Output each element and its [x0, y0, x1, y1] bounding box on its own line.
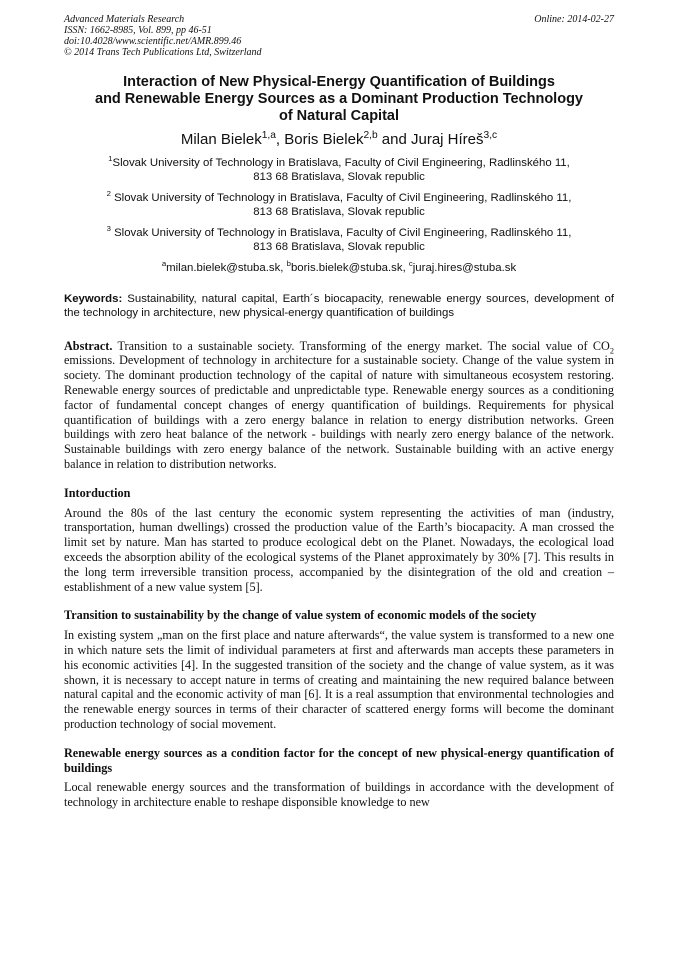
- affiliation-line: 813 68 Bratislava, Slovak republic: [253, 170, 425, 183]
- affiliation-num: 3: [106, 224, 111, 234]
- affiliation-line: 813 68 Bratislava, Slovak republic: [253, 240, 425, 253]
- email-sup: a: [161, 259, 167, 269]
- email-separator: ,: [402, 262, 409, 274]
- title-line-3: of Natural Capital: [278, 108, 400, 124]
- affiliation-line: Slovak University of Technology in Bratislava, Faculty of Civil Engineering, Radlinského 11,: [112, 157, 570, 169]
- section-paragraph: Around the 80s of the last century the economic system representing the activities of man (industry, transportation, human dwellings) crossed the production value of the Earth’s biocapacity. A man crossed the limit set by nature. Man has started to produce ecological debt on the Planet. Nowadays, the ecological load exceeds the absorption ability of the ecological systems of the Planet approximately by 30% [7]. This results in the long term irreversible transition process, accompanied by the disintegration of the old and creation – establishment of a new value system [5].: [64, 505, 614, 594]
- affiliation-1: [64, 154, 614, 184]
- abstract-text: emissions. Development of technology in architecture for a sustainable society. Change of the value system in society. The dominant production technology of the capital of nature with simultaneous ecosystem restoring. Renewable energy sources of predictable and unpredictable type. Renewable energy sources as a conditioning factor of fundamental concept changes of energy quantification of buildings. Requirements for physical quantification of buildings with a zero energy balance in relation to energy distribution networks. Green buildings with zero heat balance of the network - buildings with nearly zero energy balance of the network. Sustainable buildings with zero energy balance of the network. Sustainable building with an active energy balance in relation to distribution networks.: [64, 353, 614, 471]
- author-sup: 1,a: [261, 130, 276, 141]
- author-name: Boris Bielek: [284, 131, 364, 148]
- author-name: Milan Bielek: [180, 131, 262, 148]
- affiliation-2: [64, 189, 614, 219]
- online-date: Online: 2014-02-27: [534, 14, 614, 25]
- section-heading-introduction: Intorduction: [64, 485, 131, 500]
- affiliation-3: [64, 224, 614, 254]
- abstract-label: Abstract.: [64, 338, 113, 353]
- section-heading-transition: Transition to sustainability by the change of value system of economic models of the society: [64, 608, 537, 623]
- email-link[interactable]: juraj.hires@stuba.sk: [412, 262, 517, 274]
- keywords-text: Sustainability, natural capital, Earth´s biocapacity, renewable energy sources, development of the technology in architecture, new physical-energy quantification of buildings: [64, 293, 614, 319]
- abstract-text: Transition to a sustainable society. Transforming of the energy market. The social value of CO: [112, 338, 610, 353]
- section-heading-renewable: Renewable energy sources as a condition factor for the concept of new physical-energy quantification of buildings: [64, 745, 614, 775]
- journal-header: [64, 14, 614, 58]
- section-paragraph: Local renewable energy sources and the transformation of buildings in accordance with the development of technology in architecture enable to reshape disponsible knowledge to new: [64, 780, 614, 810]
- author-list: [64, 131, 614, 149]
- abstract: [64, 339, 614, 472]
- affiliation-num: 2: [106, 189, 111, 199]
- keywords: [64, 293, 614, 321]
- copyright-line: © 2014 Trans Tech Publications Ltd, Switzerland: [64, 47, 262, 58]
- issn-line: ISSN: 1662-8985, Vol. 899, pp 46-51: [64, 25, 212, 36]
- affiliation-line: 813 68 Bratislava, Slovak republic: [253, 205, 425, 218]
- email-sup: c: [408, 259, 413, 269]
- title-line-1: Interaction of New Physical-Energy Quantification of Buildings: [123, 74, 555, 90]
- title-line-2: and Renewable Energy Sources as a Dominant Production Technology: [95, 91, 583, 107]
- author-separator: and: [377, 131, 411, 148]
- email-sup: b: [286, 259, 291, 269]
- email-link[interactable]: boris.bielek@stuba.sk: [290, 262, 403, 274]
- journal-name: Advanced Materials Research: [64, 14, 185, 25]
- paper-title: [64, 74, 614, 125]
- author-name: Juraj Híreš: [411, 131, 484, 148]
- keywords-label: Keywords:: [64, 293, 123, 305]
- co2-subscript: 2: [609, 346, 614, 356]
- affiliation-line: Slovak University of Technology in Bratislava, Faculty of Civil Engineering, Radlinského 11,: [110, 227, 572, 239]
- author-sup: 3,c: [483, 130, 498, 141]
- email-link[interactable]: milan.bielek@stuba.sk: [166, 262, 281, 274]
- section-paragraph: In existing system „man on the first place and nature afterwards“, the value system is transformed to a new one in which nature sets the limit of individual parameters at first and afterwards man accepts these parameters in his economic activities [4]. In the suggested transition of the society and the change of value system, as it was shown, it is necessary to accept nature in terms of creating and maintaining the new required balance between natural capital and the economic activity of man [6]. It is a real assumption that environmental technologies and the renewable energy sources in terms of their character of scattered energy forms will become the dominant production technology of social movement.: [64, 628, 614, 731]
- author-sup: 2,b: [363, 130, 378, 141]
- affiliation-num: 1: [108, 154, 113, 164]
- author-separator: ,: [275, 131, 285, 148]
- doi-line[interactable]: doi:10.4028/www.scientific.net/AMR.899.46: [64, 36, 242, 47]
- email-separator: ,: [280, 262, 287, 274]
- affiliation-line: Slovak University of Technology in Bratislava, Faculty of Civil Engineering, Radlinského 11,: [110, 192, 572, 204]
- email-list: [64, 261, 614, 275]
